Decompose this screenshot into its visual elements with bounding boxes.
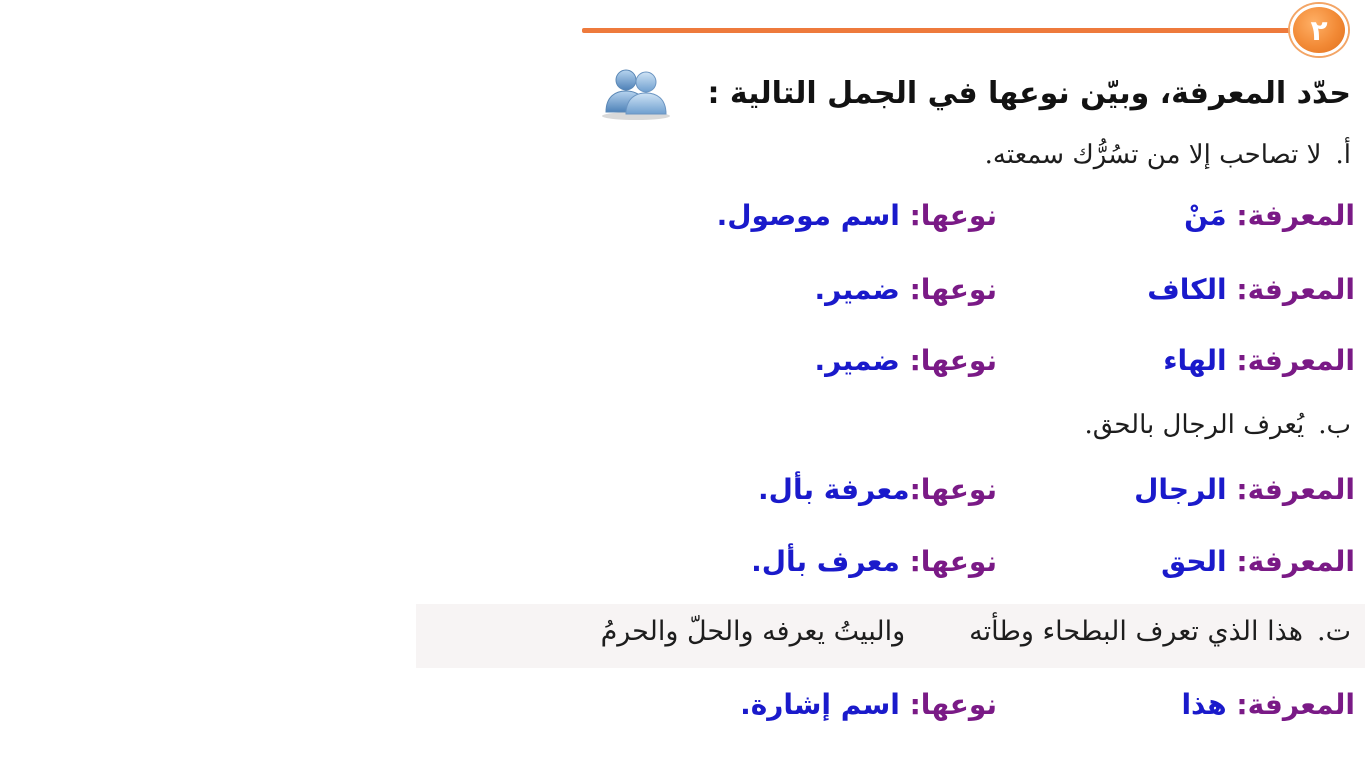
exercise-heading: حدّد المعرفة، وبيّن نوعها في الجمل التالية : bbox=[707, 76, 1351, 111]
knowledge-value: الهاء bbox=[1163, 344, 1227, 377]
knowledge-value: هذا bbox=[1181, 688, 1227, 721]
sentence-text: يُعرف الرجال بالحق. bbox=[1084, 410, 1305, 440]
type-label: نوعها: bbox=[909, 273, 997, 306]
sentence-tag: أ. bbox=[1335, 140, 1351, 170]
type-value: ضمير. bbox=[814, 344, 900, 377]
knowledge-value: الكاف bbox=[1147, 273, 1227, 306]
knowledge-value: الحق bbox=[1161, 545, 1227, 578]
section-divider bbox=[582, 28, 1294, 33]
answer-row bbox=[655, 688, 1355, 728]
sentence-a bbox=[985, 140, 1351, 170]
type-label: نوعها: bbox=[909, 545, 997, 578]
answer-row bbox=[655, 344, 1355, 384]
sentence-tag: ت. bbox=[1316, 616, 1351, 647]
sentence-tag: ب. bbox=[1318, 410, 1351, 440]
type-value: معرفة بأل. bbox=[758, 473, 910, 506]
type-value: اسم موصول. bbox=[716, 199, 900, 232]
answer-row bbox=[655, 273, 1355, 313]
sentence-text: لا تصاحب إلا من تسُرُّك سمعته. bbox=[984, 140, 1322, 170]
type-label: نوعها: bbox=[909, 344, 997, 377]
knowledge-value: مَنْ bbox=[1184, 199, 1227, 232]
type-value: معرف بأل. bbox=[751, 545, 900, 578]
knowledge-label: المعرفة: bbox=[1236, 473, 1355, 506]
type-value: ضمير. bbox=[814, 273, 900, 306]
poem-second-hemistich: والبيتُ يعرفه والحلّ والحرمُ bbox=[600, 616, 906, 647]
poem-first-hemistich: هذا الذي تعرف البطحاء وطأته bbox=[969, 616, 1303, 647]
type-label: نوعها: bbox=[909, 688, 997, 721]
answer-row bbox=[655, 473, 1355, 513]
knowledge-value: الرجال bbox=[1134, 473, 1227, 506]
exercise-number-badge: ٢ bbox=[1290, 4, 1348, 56]
answer-row bbox=[655, 545, 1355, 585]
knowledge-label: المعرفة: bbox=[1236, 199, 1355, 232]
knowledge-label: المعرفة: bbox=[1236, 688, 1355, 721]
knowledge-label: المعرفة: bbox=[1236, 344, 1355, 377]
group-icon bbox=[600, 66, 672, 120]
knowledge-label: المعرفة: bbox=[1236, 273, 1355, 306]
type-label: نوعها: bbox=[909, 199, 997, 232]
type-label: نوعها: bbox=[909, 473, 997, 506]
answer-row bbox=[655, 199, 1355, 239]
type-value: اسم إشارة. bbox=[740, 688, 900, 721]
sentence-c bbox=[601, 616, 1351, 647]
knowledge-label: المعرفة: bbox=[1236, 545, 1355, 578]
sentence-b bbox=[1084, 410, 1351, 440]
